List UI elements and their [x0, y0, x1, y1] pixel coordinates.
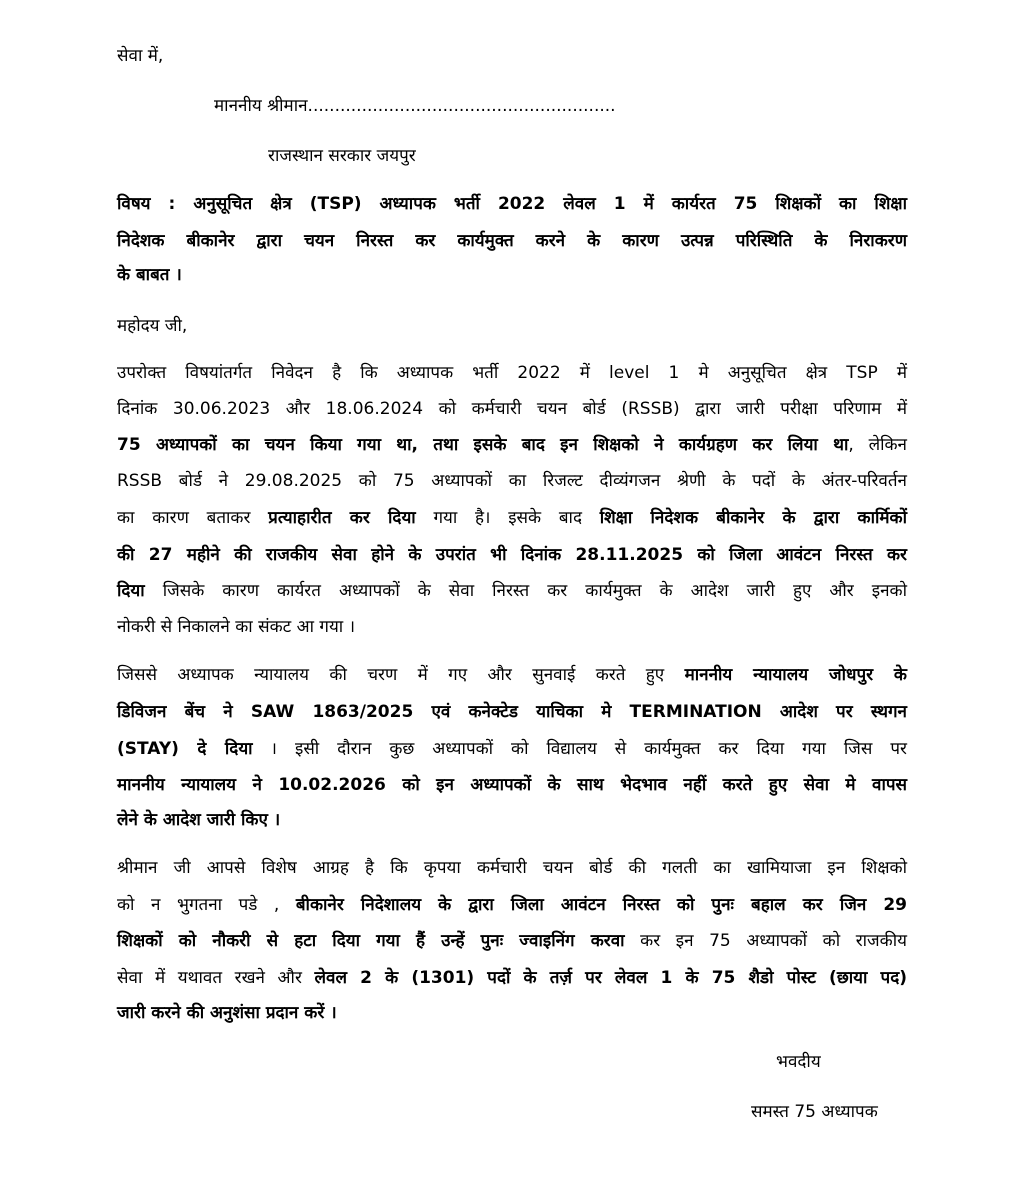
para1-line-5 — [117, 507, 907, 529]
para1-line-7 — [117, 580, 907, 602]
para3-line-3 — [117, 930, 907, 952]
para1-line-5-c: गया है। इसके बाद — [415, 508, 600, 528]
office-line: राजस्थान सरकार जयपुर — [268, 146, 416, 166]
para1-bold-director: शिक्षा निदेशक बीकानेर के द्वारा कार्मिकों — [599, 508, 908, 528]
para1-line-1: उपरोक्त विषयांतर्गत निवेदन है कि अध्यापक भर्ती 2022 में level 1 मे अनुसूचित क्षेत्र TSP में — [117, 363, 907, 383]
para2-line-1 — [117, 664, 907, 686]
para3-bold-shadow-post: लेवल 2 के (1301) पदों के तर्ज़ पर लेवल 1 के 75 शैडो पोस्ट (छाया पद) — [314, 968, 907, 988]
para1-line-6: की 27 महीने की राजकीय सेवा होने के उपरांत भी दिनांक 28.11.2025 को जिला आवंटन निरस्त कर — [117, 545, 907, 565]
para1-line-2: दिनांक 30.06.2023 और 18.06.2024 को कर्मचारी चयन बोर्ड (RSSB) द्वारा जारी परीक्षा परिणाम में — [117, 399, 907, 419]
closing-signatory: समस्त 75 अध्यापक — [751, 1102, 878, 1122]
addressee-line: माननीय श्रीमान......................................................... — [214, 96, 616, 116]
closing-yours: भवदीय — [776, 1052, 821, 1072]
para1-bold-withdrawn: प्रत्याहारीत कर दिया — [268, 508, 416, 528]
para3-line-2-a: को न भुगतना पडे , — [117, 895, 296, 915]
para3-line-4-a: सेवा में यथावत रखने और — [117, 968, 315, 988]
para2-line-1-a: जिससे अध्यापक न्यायालय की चरण में गए और सुनवाई करते हुए — [117, 665, 685, 685]
para1-line-3 — [117, 434, 907, 456]
para2-line-3 — [117, 738, 907, 760]
para2-line-4: माननीय न्यायालय ने 10.02.2026 को इन अध्यापकों के साथ भेदभाव नहीं करते हुए सेवा मे वापस — [117, 775, 907, 795]
para3-line-4 — [117, 967, 907, 989]
para2-line-3-rest: । इसी दौरान कुछ अध्यापकों को विद्यालय से कार्यमुक्त कर दिया गया जिस पर — [252, 739, 907, 759]
para1-bold-selection: 75 अध्यापकों का चयन किया गया था, तथा इसके बाद इन शिक्षको ने कार्यग्रहण कर लिया था — [117, 435, 849, 455]
subject-line-1: विषय : अनुसूचित क्षेत्र (TSP) अध्यापक भर्ती 2022 लेवल 1 में कार्यरत 75 शिक्षकों का शिक्षा — [117, 194, 907, 214]
para3-line-1: श्रीमान जी आपसे विशेष आग्रह है कि कृपया कर्मचारी चयन बोर्ड की गलती का खामियाजा इन शिक्षको — [117, 858, 907, 878]
para3-line-3-rest: कर इन 75 अध्यापकों को राजकीय — [624, 931, 907, 951]
para3-bold-rejoin: शिक्षकों को नौकरी से हटा दिया गया हैं उन्हें पुनः ज्वाइनिंग करवा — [117, 931, 625, 951]
para3-bold-directorate: बीकानेर निदेशालय के द्वारा जिला आवंटन निरस्त को पुनः बहाल कर जिन 29 — [295, 895, 907, 915]
para1-line-4: RSSB बोर्ड ने 29.08.2025 को 75 अध्यापकों का रिजल्ट दीव्यंगजन श्रेणी के पदों के अंतर-परिवर्तन — [117, 471, 907, 491]
subject-line-2: निदेशक बीकानेर द्वारा चयन निरस्त कर कार्यमुक्त करने के कारण उत्पन्न परिस्थिति के निराकरण — [117, 231, 907, 251]
subject-line-3: के बाबत । — [117, 265, 182, 285]
para2-line-2: डिविजन बेंच ने SAW 1863/2025 एवं कनेक्टेड याचिका मे TERMINATION आदेश पर स्थगन — [117, 702, 907, 722]
para2-line-5: लेने के आदेश जारी किए । — [117, 810, 281, 830]
para2-bold-stay: (STAY) दे दिया — [117, 739, 253, 759]
para2-bold-court: माननीय न्यायालय जोधपुर के — [684, 665, 907, 685]
greeting: महोदय जी, — [117, 316, 188, 336]
salutation-to: सेवा में, — [117, 46, 164, 66]
para1-bold-diya: दिया — [117, 581, 145, 601]
para3-line-2 — [117, 894, 907, 916]
para1-line-7-rest: जिसके कारण कार्यरत अध्यापकों के सेवा निरस्त कर कार्यमुक्त के आदेश जारी हुए और इनको — [144, 581, 907, 601]
para1-line-5-a: का कारण बताकर — [117, 508, 269, 528]
para1-line-3-rest: , लेकिन — [848, 435, 907, 455]
para1-line-8: नोकरी से निकालने का संकट आ गया । — [117, 617, 356, 637]
para3-line-5: जारी करने की अनुशंसा प्रदान करें । — [117, 1003, 337, 1023]
